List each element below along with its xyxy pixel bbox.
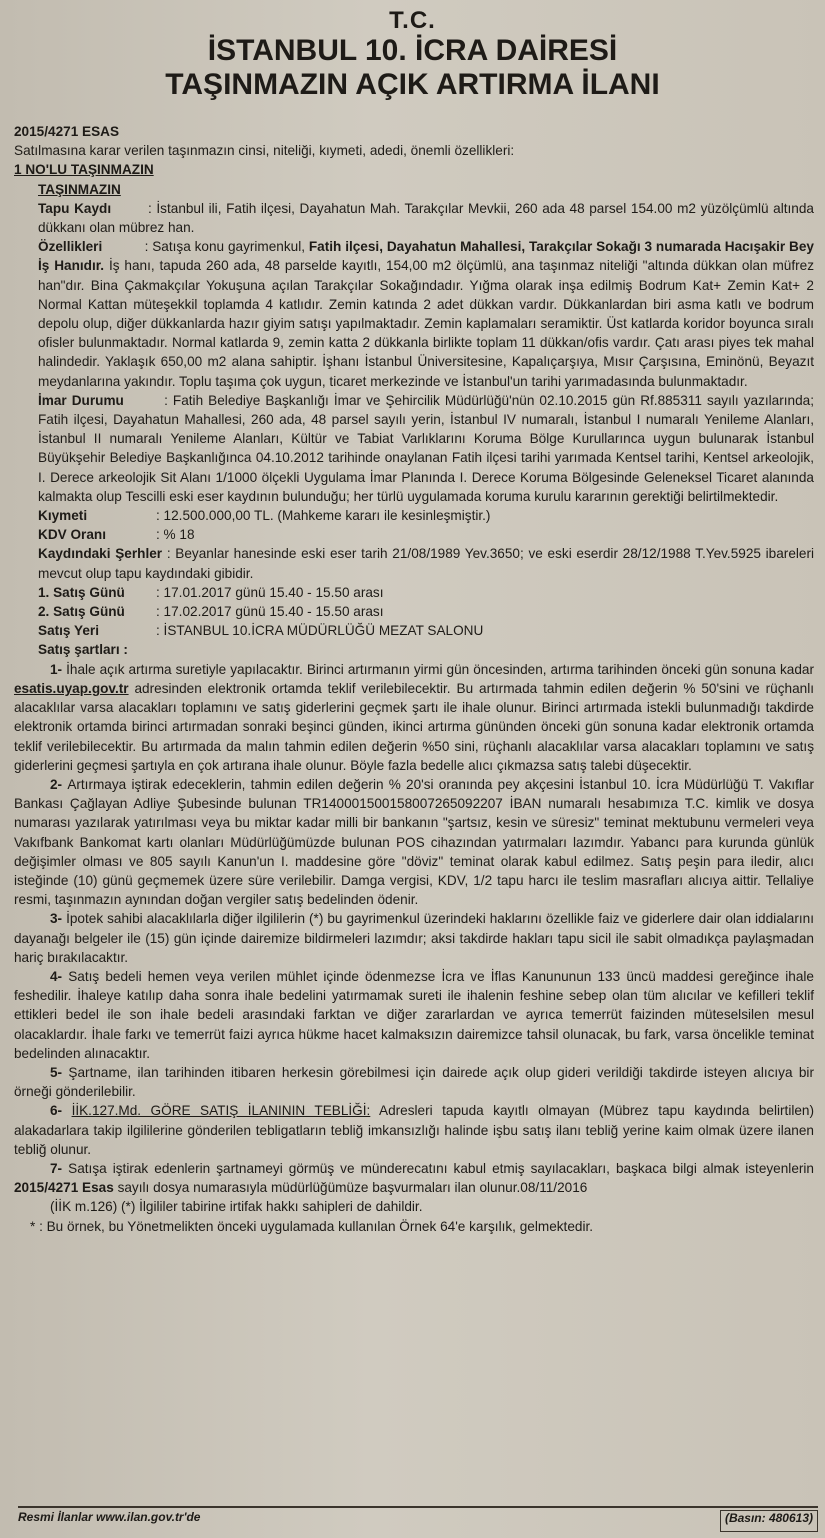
satis1-row [14,583,814,602]
sart-4 [14,967,814,1063]
satis1-value: : 17.01.2017 günü 15.40 - 15.50 arası [156,584,384,600]
sart-1-num: 1- [50,661,67,677]
imar-durumu [14,391,814,506]
ozellikler-lead: : Satışa konu gayrimenkul, [144,239,309,255]
property-heading: TAŞINMAZIN [38,181,121,197]
sart-2-text: Artırmaya iştirak edeceklerin, tahmin edilen değerin % 20'si oranında pey akçesini İstanbul 10. İcra Müdürlüğü T. Vakıflar Bankası Çağlayan Adliye Şubesinde bulunan TR140001500158007265092207 İBAN numaralı hesabımıza T.C. kimlik ve dosya numarası yazılarak yatırılması veya bu miktar kadar milli bir bankanın "şartsız, kesin ve süresiz" teminat mektubunu vermeleri veya Vakıfbank Bankomat kartı olanları Müdürlüğümüzde bulunan POS cihazından yatırmaları lazımdır. Yabancı para kurunda günlük değişimler olması ve 805 sayılı Kanun'un I. maddesine göre "döviz" teminat olarak kabul edilmez. Satış peşin para iledir, alıcı isteğinde (10) günü geçmemek üzere süre verilebilir. Damga vergisi, KDV, 1/2 tapu harcı ile teslim masrafları alıcıya aittir. Tellaliye resmi, taşınmazın aynından doğan vergiler satış bedelinden ödenir. [14,776,814,908]
tapu-label: Tapu Kaydı [38,200,112,216]
header-tc: T.C. [389,7,436,34]
sart-7-text-a: Satışa iştirak edenlerin şartnameyi görmüş ve münderecatını kabul etmiş sayılacakları, başkaca bilgi almak isteyenlerin [68,1160,814,1176]
satis-yeri-row [14,621,814,640]
sart-5 [14,1063,814,1101]
sart-6-num: 6- [50,1103,72,1119]
sart-2-num: 2- [50,776,68,792]
ozellikler-label: Özellikleri [38,239,103,255]
serhler-label: Kaydındaki Şerhler [38,546,163,562]
imar-text: : Fatih Belediye Başkanlığı İmar ve Şehircilik Müdürlüğü'nün 02.10.2015 gün Rf.885311 sayılı yazılarında; Fatih ilçesi, Dayahatun Mahallesi, 260 ada, 48 parsel sayılı yerin, İstanbul IV numaralı, İstanbul I numaralı Yenileme Alanları, İstanbul II numaralı Yenileme Alanları, Kültür ve Tabiat Varlıklarını Koruma Bölge Kurullarınca uygun bulunarak İstanbul Büyükşehir Belediye Başkanlığınca 04.10.2012 tarihinde onaylanan Fatih ilçesi tarihi yarımada Kentsel tarihi, Kentsel arkeolojik, I. Derece arkeolojik Sit Alanı 1/1000 ölçekli Uygulama İmar Planında I. Derece Koruma Bölgesinde Geleneksel Ticaret alanında kalmakta olup Tescilli eski eser kaydının bulunduğu; her türlü uygulamada koruma kurulu kararının gerektiği belirtilmektedir. [38,392,814,504]
sart-7-num: 7- [50,1160,69,1176]
kiymeti-value: : 12.500.000,00 TL. (Mahkeme kararı ile kesinleşmiştir.) [156,508,491,524]
serhler [14,544,814,582]
sart-2 [14,775,814,909]
serhler-text: : Beyanlar hanesinde eski eser tarih 21/08/1989 Yev.3650; ve eski eserdir 28/12/1988 T.Yev.5925 ibareleri mevcut olup tapu kaydındaki gibidir. [38,546,815,581]
ozellikler-bold: Fatih ilçesi, Dayahatun Mahallesi, Tarakçılar Sokağı 3 numarada Hacışakir Bey İş Hanıdır. [38,239,814,274]
satis-yeri-value: : İSTANBUL 10.İCRA MÜDÜRLÜĞÜ MEZAT SALONU [156,623,484,639]
sart-3-num: 3- [50,911,67,927]
sart-4-num: 4- [50,968,69,984]
case-number: 2015/4271 ESAS [14,124,120,139]
property-number: 1 NO'LU TAŞINMAZIN [14,162,154,178]
sart-6-text: Adresleri tapuda kayıtlı olmayan (Mübrez tapu kaydında belirtilen) alakadarlara takip ilgililerine gönderilen tebligatların tebliğ imkansızlığı halinde işbu satış ilanı tebliğ yerine kaim olmak üzere ilanen tebliğ olunur. [14,1103,815,1157]
esatis-link[interactable]: esatis.uyap.gov.tr [14,680,129,696]
ozellikler [14,237,814,391]
note-1: (İİK m.126) (*) İlgililer tabirine irtifak hakkı sahipleri de dahildir. [50,1199,423,1215]
sart-1 [14,660,814,775]
satis1-label: 1. Satış Günü [38,584,125,600]
sart-7-text-b: sayılı dosya numarasıyla müdürlüğümüze başvurmaları ilan olunur.08/11/2016 [113,1180,588,1196]
header-title: TAŞINMAZIN AÇIK ARTIRMA İLANI [165,68,660,101]
kdv-row [14,525,814,544]
kdv-value: : % 18 [156,527,195,543]
sart-6-heading: İİK.127.Md. GÖRE SATIŞ İLANININ TEBLİĞİ: [71,1103,371,1119]
notice-header [0,0,825,102]
tapu-kaydi [14,199,814,237]
sart-5-num: 5- [50,1064,69,1080]
imar-label: İmar Durumu [38,392,124,408]
sart-1-text-a: İhale açık artırma suretiyle yapılacaktır. Birinci artırmanın yirmi gün öncesinden, artırma tarihinden önceki gün sonuna kadar [66,661,814,677]
sartlar-title: Satış şartları : [38,642,128,658]
sart-6 [14,1101,814,1159]
page-footer [18,1506,818,1532]
sart-3 [14,909,814,967]
ozellikler-text: İş hanı, tapuda 260 ada, 48 parselde kayıtlı, 154,00 m2 ölçümlü, ana taşınmaz niteliği "altında dükkan olan müfrez han"dır. Bina Çakmakçılar Yokuşuna açılan Tarakçılar Sokağındadır. Yığma olarak inşa edilmiş Bodrum Kat+ Zemin Kat+ 2 Normal Kattan müteşekkil toplamda 4 katlıdır. Zemin katında 2 adet dükkan vardır. Dükkanlardan biri asma katlı ve bodrum depolu olup, diğer dükkanlarda hazır giyim satışı yapılmaktadır. Zemin kaplamaları seramiktir. Üst katlarda koridor boyunca sıralı ofisler bulunmaktadır. Normal katlarda 9, zemin katta 2 dükkanla birlikte toplam 11 dükkan/ofis vardır. Çatı arası piyes tek mahal halindedir. Yaklaşık 650,00 m2 alana sahiptir. İşhanı İstanbul Üniversitesine, Kapalıçarşıya, Mısır Çarşısına, Eminönü, Beyazıt meydanlarına yakındır. Toplu taşıma çok uygun, ticaret merkezinde ve İstanbul'un tarihi yarımadasında bulunmaktadır. [38,258,815,389]
kdv-label: KDV Oranı [38,527,106,543]
sart-1-text-b: adresinden elektronik ortamda teklif verilebilecektir. Bu artırmada tahmin edilen değerin % 50'sini ve rüçhanlı alacaklılar varsa alacakları toplamını ve satış giderlerini geçmek şartı ile ihale olunur. Birinci artırmada istekli bulunmadığı takdirde elektronik ortamda birinci artırmadan sonraki beşinci günden, ikinci artırma gününden önceki gün sonuna kadar elektronik ortamda teklif verilebilecektir. Bu artırmada da malın tahmin edilen değerin %50 sini, rüçhanlı alacaklılar varsa alacakları toplamını ve satış giderlerini geçmesi şartıyla en çok artırana ihale olunur. Böyle fazla bedelle alıcı çıkmazsa satış talebi düşecektir. [14,680,814,773]
kiymeti-label: Kıymeti [38,508,88,524]
satis-yeri-label: Satış Yeri [38,623,99,639]
sart-4-text: Satış bedeli hemen veya verilen mühlet içinde ödenmezse İcra ve İflas Kanununun 133 üncü maddesi gereğince ihale feshedilir. İhaleye katılıp daha sonra ihale bedelini yatırmamak sureti ile ihalenin feshine sebep olan tüm alıcılar ve kefilleri teklif ettikleri bedel ile son ihale bedeli arasındaki farktan ve diğer zararlardan ve ayrıca temerrüt faizinden müteselsilen mesul olacaklardır. İhale farkı ve temerrüt faizi ayrıca hükme hacet kalmaksızın dairemizce tahsil olunacak, bu fark, varsa öncelikle teminat bedelinden alınacaktır. [14,968,814,1061]
header-office: İSTANBUL 10. İCRA DAİRESİ [207,34,618,67]
sart-7 [14,1159,814,1197]
sart-7-case: 2015/4271 Esas [14,1180,114,1196]
satis2-label: 2. Satış Günü [38,604,125,620]
satis2-value: : 17.02.2017 günü 15.40 - 15.50 arası [156,604,384,620]
satis2-row [14,602,814,621]
intro-text: Satılmasına karar verilen taşınmazın cinsi, niteliği, kıymeti, adedi, önemli özellikleri: [14,143,515,159]
note-2: * : Bu örnek, bu Yönetmelikten önceki uygulamada kullanılan Örnek 64'e karşılık, gelmektedir. [30,1218,594,1234]
kiymeti-row [14,506,814,525]
sart-3-text: İpotek sahibi alacaklılarla diğer ilgililerin (*) bu gayrimenkul üzerindeki haklarını özellikle faiz ve giderlere dair olan iddialarını dayanağı belgeler ile (15) gün içinde dairemize bildirmeleri lazımdır; aksi takdirde hakları tapu sicil ile sabit olmadıkça paylaşmadan hariç bırakılacaktır. [14,911,814,965]
footer-source: Resmi İlanlar www.ilan.gov.tr'de [18,1510,201,1524]
tapu-text: : İstanbul ili, Fatih ilçesi, Dayahatun Mah. Tarakçılar Mevkii, 260 ada 48 parsel 154.00 m2 yüzölçümlü altında dükkanı olan mübrez han. [38,200,814,236]
notice-body [14,122,814,1236]
footer-basin-number: (Basın: 480613) [720,1510,818,1532]
sart-5-text: Şartname, ilan tarihinden itibaren herkesin görebilmesi için dairede açık olup gideri verildiği takdirde isteyen alıcıya bir örneği gönderilebilir. [14,1064,814,1100]
